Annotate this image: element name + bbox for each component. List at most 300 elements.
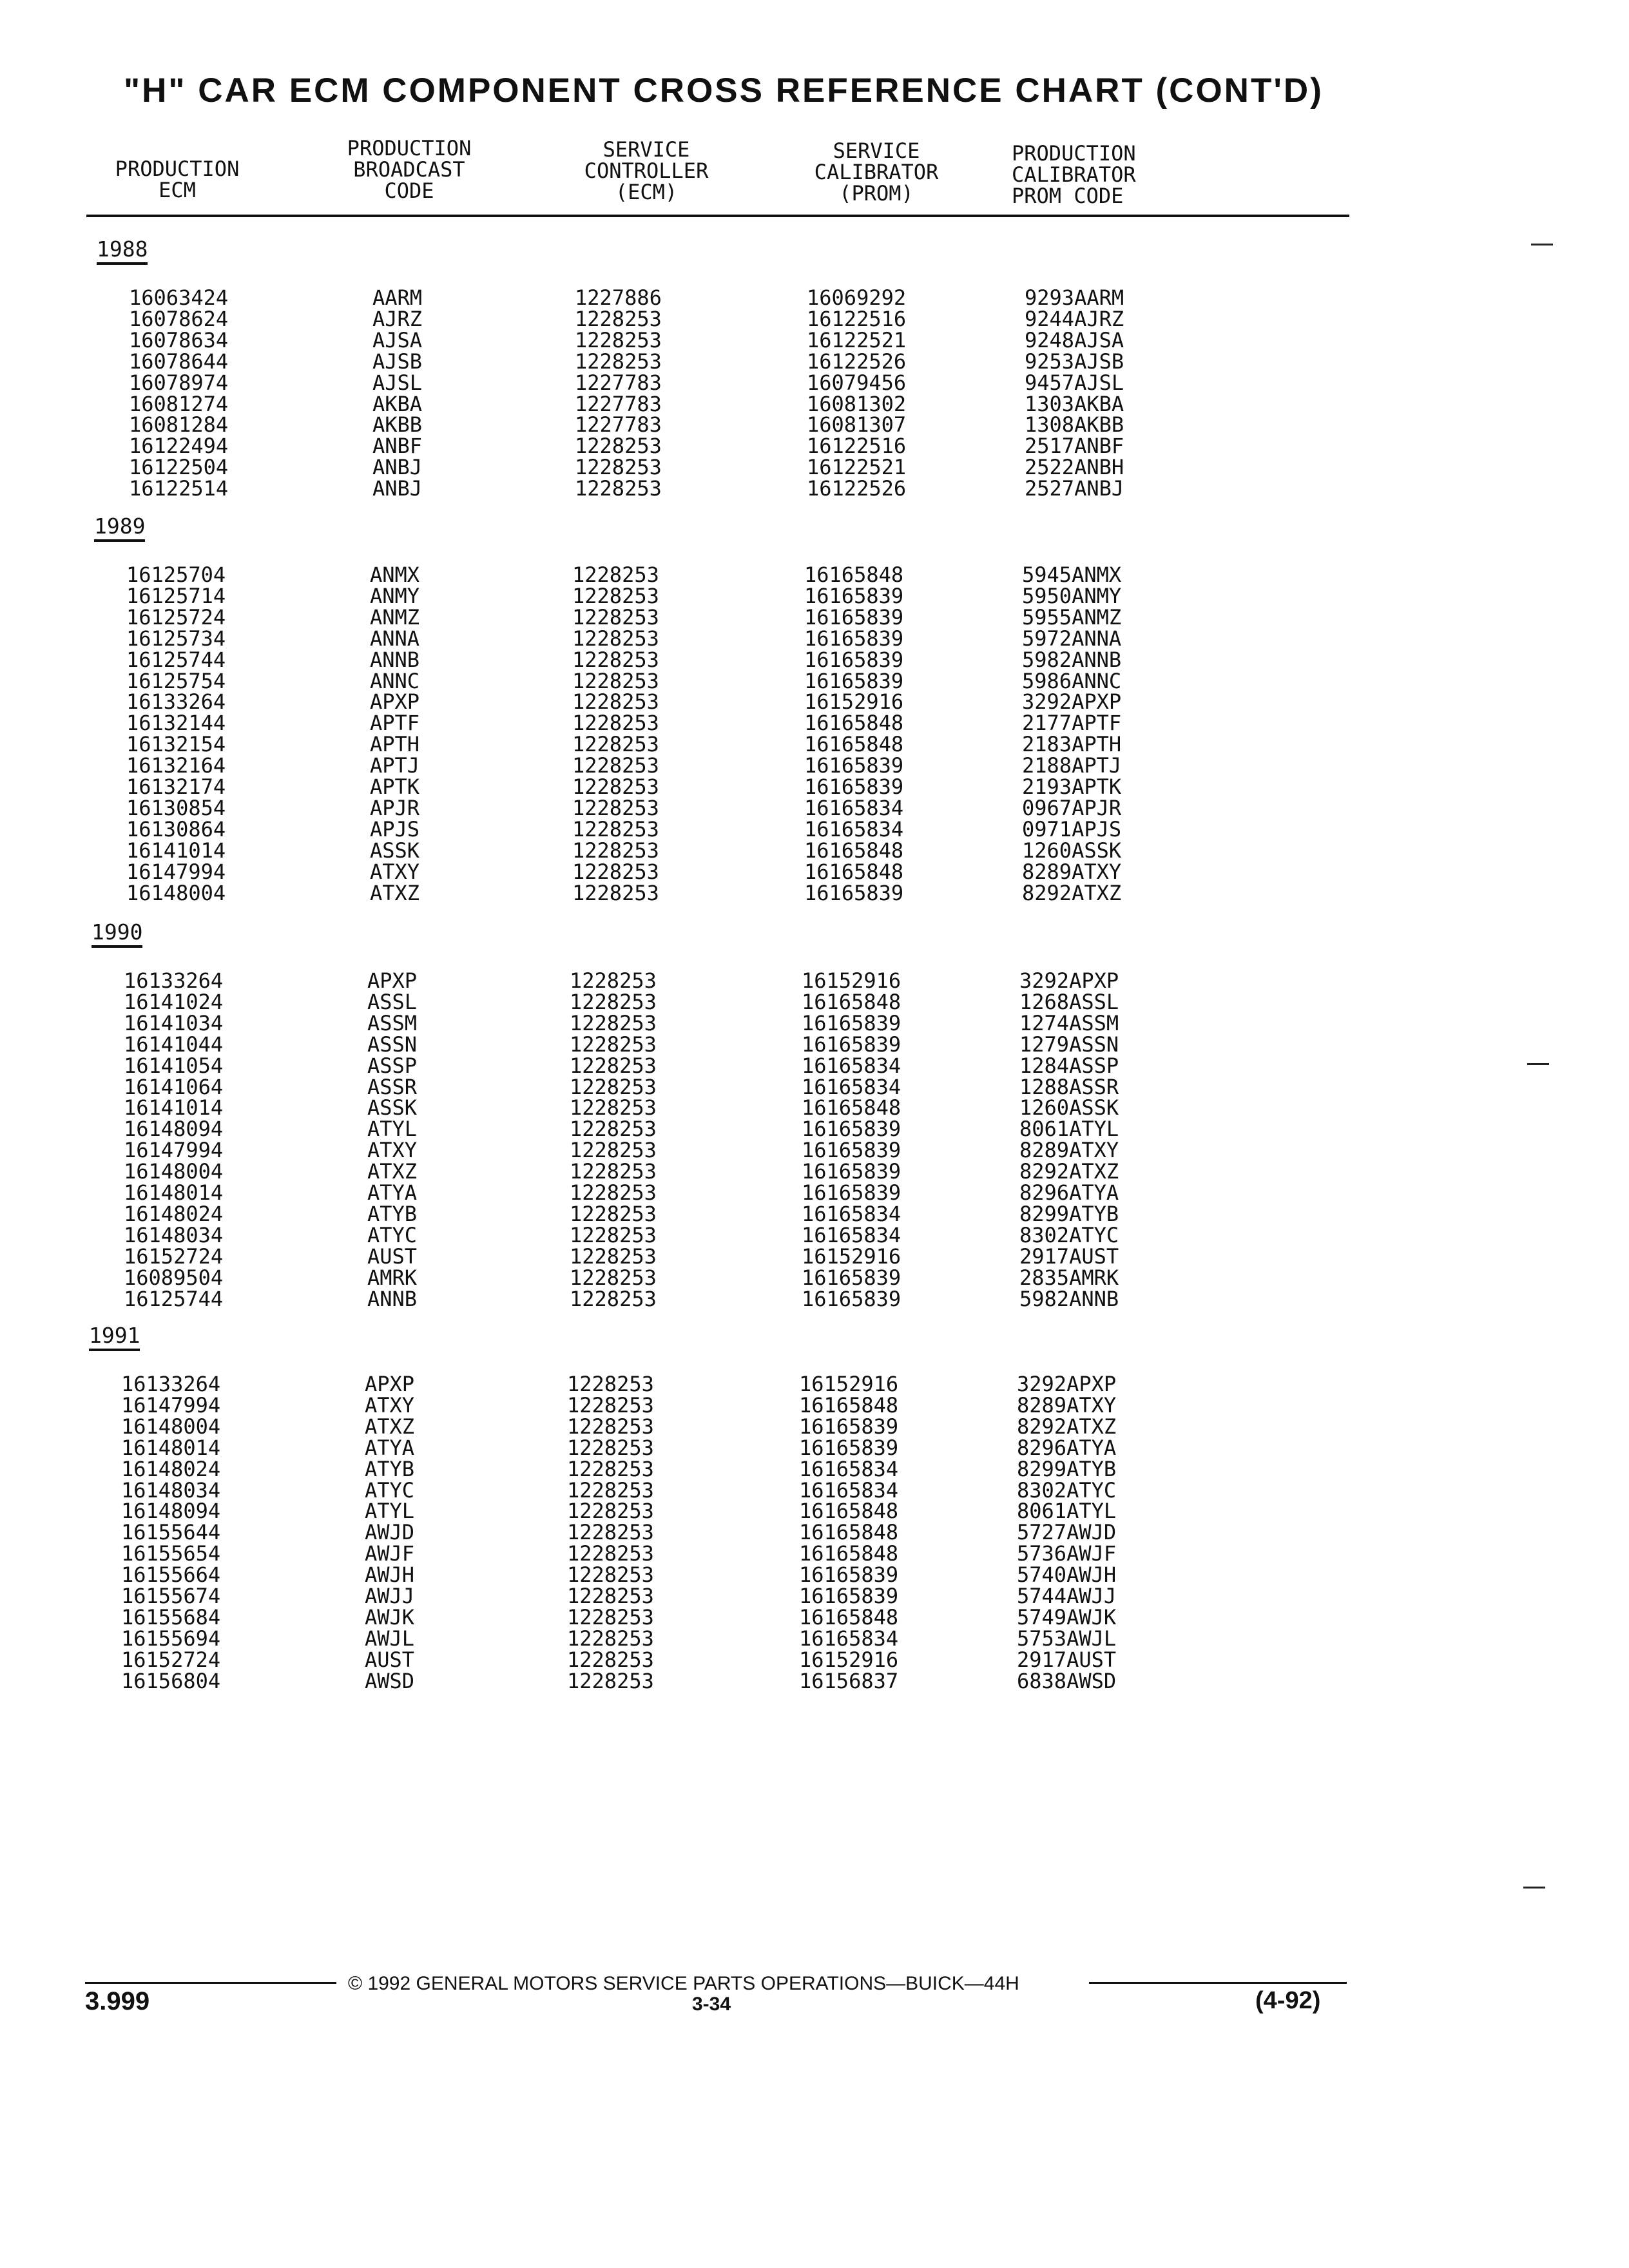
table-cell: 16165848 — [804, 562, 904, 587]
table-cell: APTK — [370, 774, 420, 799]
table-cell: 8289ATXY — [1022, 859, 1122, 884]
table-cell: 2522ANBH — [1025, 455, 1124, 480]
table-cell: 5753AWJL — [1017, 1626, 1117, 1651]
table-cell: 16081302 — [807, 391, 907, 416]
table-cell: 16165848 — [804, 838, 904, 863]
table-cell: 16165834 — [799, 1456, 899, 1481]
table-cell: 16165839 — [804, 774, 904, 799]
table-cell: 16081307 — [807, 412, 907, 437]
table-cell: 16125704 — [126, 562, 226, 587]
table-cell: 16147994 — [126, 859, 226, 884]
column-header-line: SERVICE — [602, 137, 690, 162]
table-cell: 1228253 — [572, 838, 659, 863]
table-cell: 1228253 — [567, 1372, 654, 1396]
table-cell: 16165848 — [804, 711, 904, 736]
table-cell: ATYL — [367, 1117, 418, 1142]
table-cell: 5945ANMX — [1022, 562, 1122, 587]
table-cell: AKBA — [372, 391, 423, 416]
table-cell: 16148024 — [121, 1456, 221, 1481]
table-cell: 16122526 — [807, 349, 907, 374]
table-cell: 1228253 — [567, 1456, 654, 1481]
table-cell: 1228253 — [567, 1499, 654, 1524]
table-cell: ATYA — [367, 1180, 418, 1205]
table-cell: APJR — [370, 795, 420, 820]
table-cell: 16130864 — [126, 816, 226, 841]
table-cell: 16165834 — [799, 1626, 899, 1651]
table-cell: 16141064 — [124, 1074, 224, 1099]
table-cell: 16148014 — [124, 1180, 224, 1205]
table-cell: 8292ATXZ — [1019, 1159, 1119, 1184]
header-rule — [86, 215, 1349, 217]
table-cell: APXP — [370, 689, 420, 715]
table-cell: APTH — [370, 732, 420, 757]
table-cell: 16147994 — [124, 1138, 224, 1163]
table-cell: 1228253 — [575, 434, 662, 459]
table-cell: 16152916 — [802, 1244, 901, 1269]
table-cell: ASSK — [367, 1095, 418, 1120]
table-cell: 5744AWJJ — [1017, 1584, 1117, 1608]
table-cell: APXP — [367, 968, 418, 993]
table-cell: AARM — [372, 285, 423, 310]
table-cell: 16133264 — [121, 1372, 221, 1396]
table-cell: AWSD — [365, 1668, 415, 1693]
table-cell: 16165839 — [802, 1010, 901, 1035]
table-cell: 16141024 — [124, 989, 224, 1014]
column-header-line: CALIBRATOR — [814, 160, 939, 184]
table-cell: 16078624 — [129, 306, 229, 331]
table-cell: ANBJ — [372, 476, 423, 501]
table-cell: 16165839 — [804, 626, 904, 651]
table-cell: 8289ATXY — [1017, 1392, 1117, 1418]
column-header — [1012, 143, 1218, 207]
table-cell: ATXY — [365, 1392, 415, 1418]
table-cell: ASSN — [367, 1032, 418, 1057]
table-cell: 16165834 — [802, 1053, 901, 1078]
table-cell: 1227783 — [575, 391, 662, 416]
table-cell: 1228253 — [567, 1392, 654, 1418]
table-cell: 1260ASSK — [1022, 838, 1122, 863]
date-code: (4-92) — [1255, 1987, 1321, 2014]
table-cell: 16069292 — [807, 285, 907, 310]
table-cell: 2183APTH — [1022, 732, 1122, 757]
table-cell: 16165839 — [799, 1562, 899, 1588]
table-cell: 1228253 — [567, 1477, 654, 1503]
table-cell: 9253AJSB — [1025, 349, 1124, 374]
table-cell: 16165839 — [804, 668, 904, 693]
table-cell: 16148034 — [121, 1477, 221, 1503]
table-cell: 1228253 — [570, 968, 657, 993]
table-cell: 16165839 — [804, 880, 904, 905]
table-cell: 16165839 — [802, 1286, 901, 1311]
table-cell: 1228253 — [572, 711, 659, 736]
table-cell: 16165848 — [799, 1520, 899, 1545]
table-cell: AJSL — [372, 370, 423, 395]
table-cell: 16148034 — [124, 1222, 224, 1247]
column-header — [97, 159, 258, 201]
table-cell: 8299ATYB — [1019, 1201, 1119, 1226]
table-cell: 0967APJR — [1022, 795, 1122, 820]
table-cell: 16165848 — [804, 732, 904, 757]
table-cell: 16165834 — [804, 795, 904, 820]
table-cell: 16141034 — [124, 1010, 224, 1035]
table-cell: 16148024 — [124, 1201, 224, 1226]
table-cell: AWJF — [365, 1541, 415, 1566]
column-header — [773, 140, 979, 204]
table-cell: AJSB — [372, 349, 423, 374]
column-header-line: (PROM) — [839, 181, 914, 206]
table-cell: 1260ASSK — [1019, 1095, 1119, 1120]
table-cell: AWJJ — [365, 1584, 415, 1608]
table-cell: 1228253 — [575, 349, 662, 374]
table-cell: 1228253 — [570, 1053, 657, 1078]
table-cell: 16125744 — [126, 647, 226, 672]
table-cell: AWJD — [365, 1520, 415, 1545]
table-cell: 1279ASSN — [1019, 1032, 1119, 1057]
table-cell: ANMY — [370, 583, 420, 608]
table-cell: 16081284 — [129, 412, 229, 437]
table-cell: 16125734 — [126, 626, 226, 651]
margin-mark — [1531, 244, 1553, 245]
section-number: 3.999 — [85, 1987, 150, 2015]
table-cell: 8302ATYC — [1017, 1477, 1117, 1503]
table-cell: 16079456 — [807, 370, 907, 395]
table-cell: 1228253 — [572, 795, 659, 820]
table-cell: 16141054 — [124, 1053, 224, 1078]
table-cell: 1303AKBA — [1025, 391, 1124, 416]
table-cell: ATXY — [367, 1138, 418, 1163]
margin-mark — [1527, 1063, 1549, 1065]
table-cell: 16152916 — [799, 1372, 899, 1396]
table-cell: 16132174 — [126, 774, 226, 799]
table-cell: 16165834 — [802, 1222, 901, 1247]
table-cell: 16125714 — [126, 583, 226, 608]
page-title: "H" CAR ECM COMPONENT CROSS REFERENCE CHART (CONT'D) — [124, 72, 1324, 110]
table-cell: 5736AWJF — [1017, 1541, 1117, 1566]
table-cell: 5982ANNB — [1019, 1286, 1119, 1311]
table-cell: ATYC — [367, 1222, 418, 1247]
table-cell: 16152916 — [802, 968, 901, 993]
table-cell: 8289ATXY — [1019, 1138, 1119, 1163]
table-cell: ASSM — [367, 1010, 418, 1035]
table-cell: 2835AMRK — [1019, 1265, 1119, 1290]
table-cell: ATXZ — [365, 1414, 415, 1439]
table-cell: 1228253 — [575, 327, 662, 352]
table-cell: 2188APTJ — [1022, 753, 1122, 778]
table-cell: ANMX — [370, 562, 420, 587]
table-cell: 1228253 — [570, 1032, 657, 1057]
table-cell: 16165839 — [802, 1138, 901, 1163]
table-cell: 16125754 — [126, 668, 226, 693]
table-cell: 16165839 — [802, 1180, 901, 1205]
table-cell: 16165848 — [799, 1541, 899, 1566]
footer-rule-right — [1089, 1982, 1347, 1984]
table-cell: 16165848 — [802, 1095, 901, 1120]
table-cell: 16122516 — [807, 306, 907, 331]
table-cell: 16155654 — [121, 1541, 221, 1566]
table-cell: 16155694 — [121, 1626, 221, 1651]
table-cell: 3292APXP — [1017, 1372, 1117, 1396]
table-cell: 1228253 — [572, 562, 659, 587]
table-cell: 1228253 — [570, 1138, 657, 1163]
table-cell: 1227783 — [575, 412, 662, 437]
table-cell: 16165839 — [804, 604, 904, 629]
table-cell: 16148094 — [121, 1499, 221, 1524]
table-cell: 1228253 — [572, 647, 659, 672]
table-cell: ASSK — [370, 838, 420, 863]
table-cell: 16165839 — [802, 1117, 901, 1142]
table-cell: 3292APXP — [1022, 689, 1122, 715]
table-cell: ATXZ — [370, 880, 420, 905]
table-cell: 16165839 — [802, 1265, 901, 1290]
table-cell: 16078974 — [129, 370, 229, 395]
table-cell: 1228253 — [575, 476, 662, 501]
page-number: 3-34 — [692, 1994, 731, 2015]
column-header-line: PRODUCTION — [115, 157, 240, 181]
table-cell: 16122494 — [129, 434, 229, 459]
table-cell: 16165839 — [802, 1159, 901, 1184]
table-cell: 16132164 — [126, 753, 226, 778]
table-cell: 16165848 — [799, 1499, 899, 1524]
table-cell: 1228253 — [567, 1562, 654, 1588]
table-cell: 1228253 — [570, 1201, 657, 1226]
year-heading: 1990 — [92, 921, 142, 948]
table-cell: 16152724 — [124, 1244, 224, 1269]
table-cell: 16165848 — [804, 859, 904, 884]
column-header-line: CALIBRATOR — [1012, 162, 1136, 187]
table-cell: 1228253 — [570, 1286, 657, 1311]
column-header — [322, 138, 496, 202]
table-cell: ASSL — [367, 989, 418, 1014]
table-cell: 16141044 — [124, 1032, 224, 1057]
table-cell: 16122521 — [807, 327, 907, 352]
column-header-line: BROADCAST — [353, 157, 465, 182]
table-cell: 16165834 — [802, 1074, 901, 1099]
table-cell: 16132154 — [126, 732, 226, 757]
table-cell: 1228253 — [570, 1180, 657, 1205]
column-header-line: CONTROLLER — [584, 159, 709, 183]
table-cell: AJRZ — [372, 306, 423, 331]
table-cell: ATXZ — [367, 1159, 418, 1184]
table-cell: 3292APXP — [1019, 968, 1119, 993]
table-cell: 1228253 — [572, 880, 659, 905]
table-cell: 1228253 — [570, 1074, 657, 1099]
table-cell: AWJH — [365, 1562, 415, 1588]
table-cell: AWJL — [365, 1626, 415, 1651]
table-cell: 1227783 — [575, 370, 662, 395]
table-cell: 16148004 — [124, 1159, 224, 1184]
table-cell: 9244AJRZ — [1025, 306, 1124, 331]
table-cell: ANNB — [370, 647, 420, 672]
column-header — [540, 139, 753, 203]
margin-mark — [1523, 1887, 1545, 1888]
table-cell: 16156837 — [799, 1668, 899, 1693]
table-cell: APJS — [370, 816, 420, 841]
table-cell: 1228253 — [572, 859, 659, 884]
table-cell: 1228253 — [572, 626, 659, 651]
table-cell: 16165839 — [799, 1435, 899, 1460]
table-cell: 8061ATYL — [1017, 1499, 1117, 1524]
table-cell: 16148094 — [124, 1117, 224, 1142]
table-cell: 16132144 — [126, 711, 226, 736]
table-cell: 16165839 — [799, 1584, 899, 1608]
table-cell: 16063424 — [129, 285, 229, 310]
table-cell: 16141014 — [124, 1095, 224, 1120]
table-cell: 16147994 — [121, 1392, 221, 1418]
table-cell: 5972ANNA — [1022, 626, 1122, 651]
table-cell: 1228253 — [572, 753, 659, 778]
table-cell: 16155674 — [121, 1584, 221, 1608]
table-cell: 16133264 — [126, 689, 226, 715]
table-cell: 8296ATYA — [1017, 1435, 1117, 1460]
table-cell: 1228253 — [567, 1584, 654, 1608]
table-cell: 16130854 — [126, 795, 226, 820]
table-cell: 1308AKBB — [1025, 412, 1124, 437]
table-cell: ATYC — [365, 1477, 415, 1503]
table-cell: 16125724 — [126, 604, 226, 629]
table-cell: 9293AARM — [1025, 285, 1124, 310]
table-cell: 16165834 — [802, 1201, 901, 1226]
table-cell: APTJ — [370, 753, 420, 778]
year-heading: 1988 — [97, 238, 148, 265]
table-cell: ANBJ — [372, 455, 423, 480]
table-cell: 1228253 — [570, 1265, 657, 1290]
table-cell: 16141014 — [126, 838, 226, 863]
table-cell: 9248AJSA — [1025, 327, 1124, 352]
table-cell: ANMZ — [370, 604, 420, 629]
table-cell: ANBF — [372, 434, 423, 459]
table-cell: 1274ASSM — [1019, 1010, 1119, 1035]
table-cell: 16165839 — [804, 753, 904, 778]
table-cell: AUST — [367, 1244, 418, 1269]
table-cell: 16133264 — [124, 968, 224, 993]
table-cell: ATYB — [367, 1201, 418, 1226]
table-cell: 5982ANNB — [1022, 647, 1122, 672]
table-cell: 1228253 — [572, 816, 659, 841]
table-cell: 16165848 — [799, 1604, 899, 1629]
table-cell: 2177APTF — [1022, 711, 1122, 736]
table-cell: 2917AUST — [1017, 1647, 1117, 1672]
table-cell: 16156804 — [121, 1668, 221, 1693]
column-header-line: (ECM) — [615, 180, 678, 204]
table-cell: ATYB — [365, 1456, 415, 1481]
column-header-line: PRODUCTION — [1012, 141, 1136, 166]
table-cell: 16148014 — [121, 1435, 221, 1460]
table-cell: 16165848 — [802, 989, 901, 1014]
table-cell: 1228253 — [570, 1159, 657, 1184]
table-cell: 0971APJS — [1022, 816, 1122, 841]
table-cell: ANNC — [370, 668, 420, 693]
table-cell: AWJK — [365, 1604, 415, 1629]
table-cell: AJSA — [372, 327, 423, 352]
table-cell: 1228253 — [567, 1520, 654, 1545]
table-cell: 1228253 — [567, 1668, 654, 1693]
table-cell: 8061ATYL — [1019, 1117, 1119, 1142]
table-cell: 16152916 — [799, 1647, 899, 1672]
table-cell: APTF — [370, 711, 420, 736]
table-cell: 1228253 — [572, 774, 659, 799]
table-cell: ANNB — [367, 1286, 418, 1311]
table-cell: 16155644 — [121, 1520, 221, 1545]
table-cell: AMRK — [367, 1265, 418, 1290]
table-cell: 1228253 — [570, 1010, 657, 1035]
table-cell: 1228253 — [567, 1435, 654, 1460]
table-cell: 16148004 — [126, 880, 226, 905]
table-cell: 1228253 — [567, 1647, 654, 1672]
table-cell: 1268ASSL — [1019, 989, 1119, 1014]
table-cell: 8292ATXZ — [1022, 880, 1122, 905]
table-cell: 2917AUST — [1019, 1244, 1119, 1269]
table-cell: 5950ANMY — [1022, 583, 1122, 608]
table-cell: 16122521 — [807, 455, 907, 480]
table-cell: 16122516 — [807, 434, 907, 459]
column-header-line: SERVICE — [833, 139, 920, 163]
table-cell: 1228253 — [570, 1095, 657, 1120]
table-cell: 1228253 — [570, 1222, 657, 1247]
table-cell: 16165839 — [799, 1414, 899, 1439]
table-cell: 16089504 — [124, 1265, 224, 1290]
table-cell: ASSP — [367, 1053, 418, 1078]
table-cell: 5955ANMZ — [1022, 604, 1122, 629]
table-cell: 1228253 — [570, 1244, 657, 1269]
table-cell: 1228253 — [567, 1414, 654, 1439]
table-cell: 16152724 — [121, 1647, 221, 1672]
table-cell: 2517ANBF — [1025, 434, 1124, 459]
footer-rule-left — [85, 1982, 336, 1984]
table-cell: 16078634 — [129, 327, 229, 352]
table-cell: 8292ATXZ — [1017, 1414, 1117, 1439]
table-cell: 5749AWJK — [1017, 1604, 1117, 1629]
table-cell: 16078644 — [129, 349, 229, 374]
table-cell: 16148004 — [121, 1414, 221, 1439]
table-cell: ATYL — [365, 1499, 415, 1524]
table-cell: AUST — [365, 1647, 415, 1672]
copyright-notice: © 1992 GENERAL MOTORS SERVICE PARTS OPERATIONS—BUICK—44H — [348, 1973, 1019, 1994]
table-cell: 16081274 — [129, 391, 229, 416]
table-cell: ATXY — [370, 859, 420, 884]
column-header-line: PROM CODE — [1012, 184, 1124, 208]
table-cell: 16152916 — [804, 689, 904, 715]
table-cell: 16125744 — [124, 1286, 224, 1311]
table-cell: 1227886 — [575, 285, 662, 310]
column-header-line: CODE — [384, 178, 434, 203]
column-header-line: PRODUCTION — [347, 136, 472, 160]
table-cell: AKBB — [372, 412, 423, 437]
table-cell: 16122514 — [129, 476, 229, 501]
table-cell: 1228253 — [567, 1626, 654, 1651]
table-cell: 5986ANNC — [1022, 668, 1122, 693]
column-header-line: ECM — [159, 178, 196, 202]
table-cell: 8302ATYC — [1019, 1222, 1119, 1247]
table-cell: 16165848 — [799, 1392, 899, 1418]
table-cell: 1228253 — [567, 1604, 654, 1629]
table-cell: 1228253 — [572, 732, 659, 757]
table-cell: 1228253 — [572, 604, 659, 629]
table-cell: 1228253 — [575, 306, 662, 331]
table-cell: 1288ASSR — [1019, 1074, 1119, 1099]
table-cell: 16165839 — [804, 647, 904, 672]
table-cell: 16155684 — [121, 1604, 221, 1629]
table-cell: 16122526 — [807, 476, 907, 501]
table-cell: 1228253 — [567, 1541, 654, 1566]
table-cell: 1228253 — [570, 1117, 657, 1142]
table-cell: 1228253 — [572, 689, 659, 715]
table-cell: 16165839 — [802, 1032, 901, 1057]
table-cell: 16122504 — [129, 455, 229, 480]
table-cell: ANNA — [370, 626, 420, 651]
table-cell: 1284ASSP — [1019, 1053, 1119, 1078]
year-heading: 1989 — [94, 515, 145, 542]
table-cell: 16165834 — [799, 1477, 899, 1503]
